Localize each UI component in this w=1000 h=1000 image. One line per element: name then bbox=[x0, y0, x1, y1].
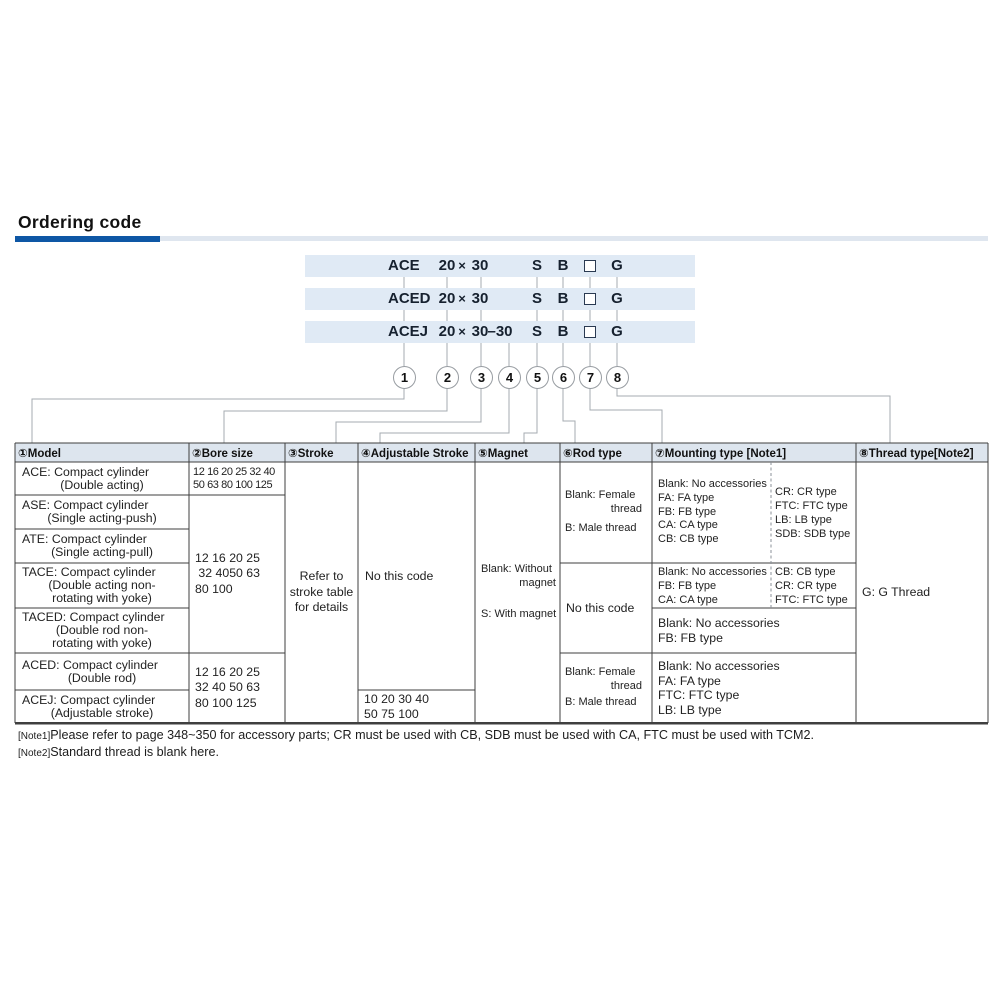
rod-line: Blank: Female bbox=[565, 489, 636, 502]
note-1-text: Please refer to page 348~350 for accessory parts; CR must be used with CB, SDB must be used with CA, FTC must be used with TCM2. bbox=[50, 728, 815, 742]
mounting-line: FA: FA type bbox=[658, 491, 715, 504]
model-line: (Single acting-push) bbox=[47, 511, 157, 525]
col-header-rod: ⑥Rod type bbox=[563, 447, 622, 460]
mounting-line: Blank: No accessories bbox=[658, 659, 780, 673]
code-stroke: 30 bbox=[471, 323, 489, 340]
rod-line: B: Male thread bbox=[565, 521, 637, 534]
col-header-adjustable: ④Adjustable Stroke bbox=[361, 447, 469, 460]
model-line: ASE: Compact cylinder bbox=[22, 498, 149, 513]
code-rod: B bbox=[557, 323, 569, 340]
mounting-line: LB: LB type bbox=[658, 702, 722, 717]
adjustable-cell-acej bbox=[358, 690, 475, 723]
model-line: TACED: Compact cylinder bbox=[22, 610, 165, 625]
mounting-line: CB: CB type bbox=[775, 565, 836, 578]
stroke-line: Refer to bbox=[299, 569, 344, 584]
page-title: Ordering code bbox=[18, 212, 142, 232]
rod-cell-top bbox=[560, 462, 652, 563]
blank-option-box-icon bbox=[584, 293, 596, 305]
model-line: (Adjustable stroke) bbox=[50, 705, 154, 720]
position-badge-6: 6 bbox=[552, 366, 575, 389]
code-magnet: S bbox=[531, 323, 543, 340]
bore-line: 12 16 20 25 bbox=[195, 664, 260, 679]
mounting-line: CA: CA type bbox=[658, 519, 718, 532]
model-line: (Double rod non- bbox=[55, 623, 149, 638]
multiply-icon: × bbox=[458, 258, 466, 273]
col-header-bore: ②Bore size bbox=[192, 447, 253, 460]
note-2-label: [Note2] bbox=[18, 748, 51, 759]
model-line: rotating with yoke) bbox=[52, 635, 152, 650]
model-line: (Single acting-pull) bbox=[51, 545, 153, 559]
mounting-line: LB: LB type bbox=[775, 513, 832, 526]
mounting-line: Blank: No accessories bbox=[658, 478, 767, 490]
rod-cell-bottom bbox=[560, 653, 652, 723]
model-line: (Double acting non- bbox=[48, 578, 156, 593]
mounting-cell-c bbox=[652, 608, 856, 653]
title-underline-light bbox=[160, 236, 988, 241]
mounting-line: SDB: SDB type bbox=[775, 527, 851, 540]
rod-line: No this code bbox=[566, 600, 635, 615]
mounting-cell-a-right bbox=[771, 462, 856, 563]
mounting-line: Blank: No accessories bbox=[658, 565, 767, 578]
model-line: TACE: Compact cylinder bbox=[22, 565, 156, 580]
mounting-line: FTC: FTC type bbox=[775, 593, 848, 606]
code-rod: B bbox=[557, 290, 569, 307]
code-magnet: S bbox=[531, 290, 543, 307]
bore-cell-middle bbox=[189, 495, 285, 653]
model-cell-ase bbox=[15, 495, 189, 529]
adjustable-line: 50 75 100 bbox=[364, 706, 419, 721]
model-cell-acej bbox=[15, 690, 189, 723]
multiply-icon: × bbox=[458, 324, 466, 339]
thread-cell bbox=[856, 462, 988, 723]
note-1-label: [Note1] bbox=[18, 731, 51, 742]
mounting-line: Blank: No accessories bbox=[658, 615, 780, 630]
code-thread: G bbox=[611, 323, 623, 340]
bore-cell-bottom bbox=[189, 653, 285, 723]
bore-line: 50 63 80 100 125 bbox=[193, 478, 273, 491]
code-thread: G bbox=[611, 290, 623, 307]
magnet-line: Blank: Without bbox=[481, 563, 552, 576]
blank-option-box-icon bbox=[584, 326, 596, 338]
bore-line: 12 16 20 25 32 40 bbox=[193, 465, 275, 478]
col-header-stroke: ③Stroke bbox=[288, 447, 334, 460]
code-model: ACEJ bbox=[388, 323, 429, 340]
position-badge-7: 7 bbox=[579, 366, 602, 389]
title-underline-dark bbox=[15, 236, 160, 242]
position-badge-4: 4 bbox=[498, 366, 521, 389]
bore-line: 80 100 bbox=[195, 581, 233, 596]
rod-line: B: Male thread bbox=[565, 695, 637, 708]
model-cell-aced bbox=[15, 653, 189, 690]
code-adjustable: –30 bbox=[487, 323, 513, 340]
model-line: ACED: Compact cylinder bbox=[22, 657, 158, 672]
mounting-cell-b-left bbox=[652, 563, 771, 608]
col-header-mounting: ⑦Mounting type [Note1] bbox=[655, 447, 787, 460]
stroke-cell bbox=[285, 462, 358, 723]
code-magnet: S bbox=[531, 257, 543, 274]
mounting-line: FA: FA type bbox=[658, 673, 721, 688]
rod-line: thread bbox=[610, 680, 642, 693]
blank-option-box-icon bbox=[584, 260, 596, 272]
adjustable-line: 10 20 30 40 bbox=[364, 691, 429, 706]
note-2 bbox=[18, 743, 219, 761]
magnet-line: magnet bbox=[519, 577, 556, 590]
thread-line: G: G Thread bbox=[862, 585, 931, 600]
code-row-acej bbox=[0, 321, 1000, 343]
adjustable-cell-top bbox=[358, 462, 475, 690]
mounting-line: CR: CR type bbox=[775, 485, 837, 498]
multiply-icon: × bbox=[458, 291, 466, 306]
mounting-line: FB: FB type bbox=[658, 579, 717, 592]
mounting-line: FB: FB type bbox=[658, 630, 723, 645]
code-bore: 20 bbox=[438, 257, 456, 274]
code-row-ace bbox=[0, 255, 1000, 277]
mounting-cell-a-left bbox=[652, 462, 771, 563]
mounting-cell-b-right bbox=[771, 563, 856, 608]
model-cell-taced bbox=[15, 608, 189, 653]
model-line: ACE: Compact cylinder bbox=[22, 464, 150, 479]
position-badge-8: 8 bbox=[606, 366, 629, 389]
magnet-cell bbox=[475, 462, 560, 723]
model-cell-ace bbox=[15, 462, 189, 495]
rod-line: thread bbox=[610, 503, 642, 516]
code-bore: 20 bbox=[438, 290, 456, 307]
stroke-line: stroke table bbox=[289, 584, 354, 599]
rod-cell-middle bbox=[560, 563, 652, 653]
model-line: ATE: Compact cylinder bbox=[22, 532, 147, 547]
position-badge-3: 3 bbox=[470, 366, 493, 389]
bore-line: 12 16 20 25 bbox=[195, 550, 260, 565]
col-header-thread: ⑧Thread type[Note2] bbox=[859, 447, 974, 460]
model-cell-ate bbox=[15, 529, 189, 563]
model-line: (Double acting) bbox=[60, 477, 144, 492]
code-bore: 20 bbox=[438, 323, 456, 340]
model-cell-tace bbox=[15, 563, 189, 608]
mounting-line: FTC: FTC type bbox=[775, 499, 848, 512]
code-model: ACED bbox=[388, 290, 431, 307]
mounting-line: CA: CA type bbox=[658, 593, 718, 606]
magnet-line: S: With magnet bbox=[481, 607, 557, 620]
col-header-model: ①Model bbox=[18, 447, 61, 460]
position-badge-1: 1 bbox=[393, 366, 416, 389]
mounting-line: FTC: FTC type bbox=[658, 688, 740, 702]
model-line: ACEJ: Compact cylinder bbox=[22, 692, 156, 707]
position-badge-2: 2 bbox=[436, 366, 459, 389]
note-2-text: Standard thread is blank here. bbox=[50, 745, 219, 759]
position-badge-5: 5 bbox=[526, 366, 549, 389]
bore-cell-ace bbox=[189, 462, 285, 495]
code-stroke: 30 bbox=[471, 290, 489, 307]
mounting-line: CR: CR type bbox=[775, 579, 837, 592]
code-rod: B bbox=[557, 257, 569, 274]
stroke-line: for details bbox=[294, 600, 349, 615]
model-line: rotating with yoke) bbox=[52, 590, 152, 605]
bore-line: 32 40 50 63 bbox=[195, 680, 260, 695]
model-line: (Double rod) bbox=[67, 670, 137, 685]
bore-line: 80 100 125 bbox=[195, 695, 257, 710]
col-header-magnet: ⑤Magnet bbox=[478, 447, 528, 460]
mounting-line: CB: CB type bbox=[658, 533, 719, 546]
mounting-line: FB: FB type bbox=[658, 505, 717, 518]
code-thread: G bbox=[611, 257, 623, 274]
mounting-cell-d bbox=[652, 653, 856, 723]
code-stroke: 30 bbox=[471, 257, 489, 274]
rod-line: Blank: Female bbox=[565, 666, 636, 679]
note-1 bbox=[18, 726, 814, 744]
code-row-aced bbox=[0, 288, 1000, 310]
bore-line: 32 4050 63 bbox=[195, 566, 260, 581]
adjustable-line: No this code bbox=[365, 568, 434, 583]
code-model: ACE bbox=[388, 257, 420, 274]
